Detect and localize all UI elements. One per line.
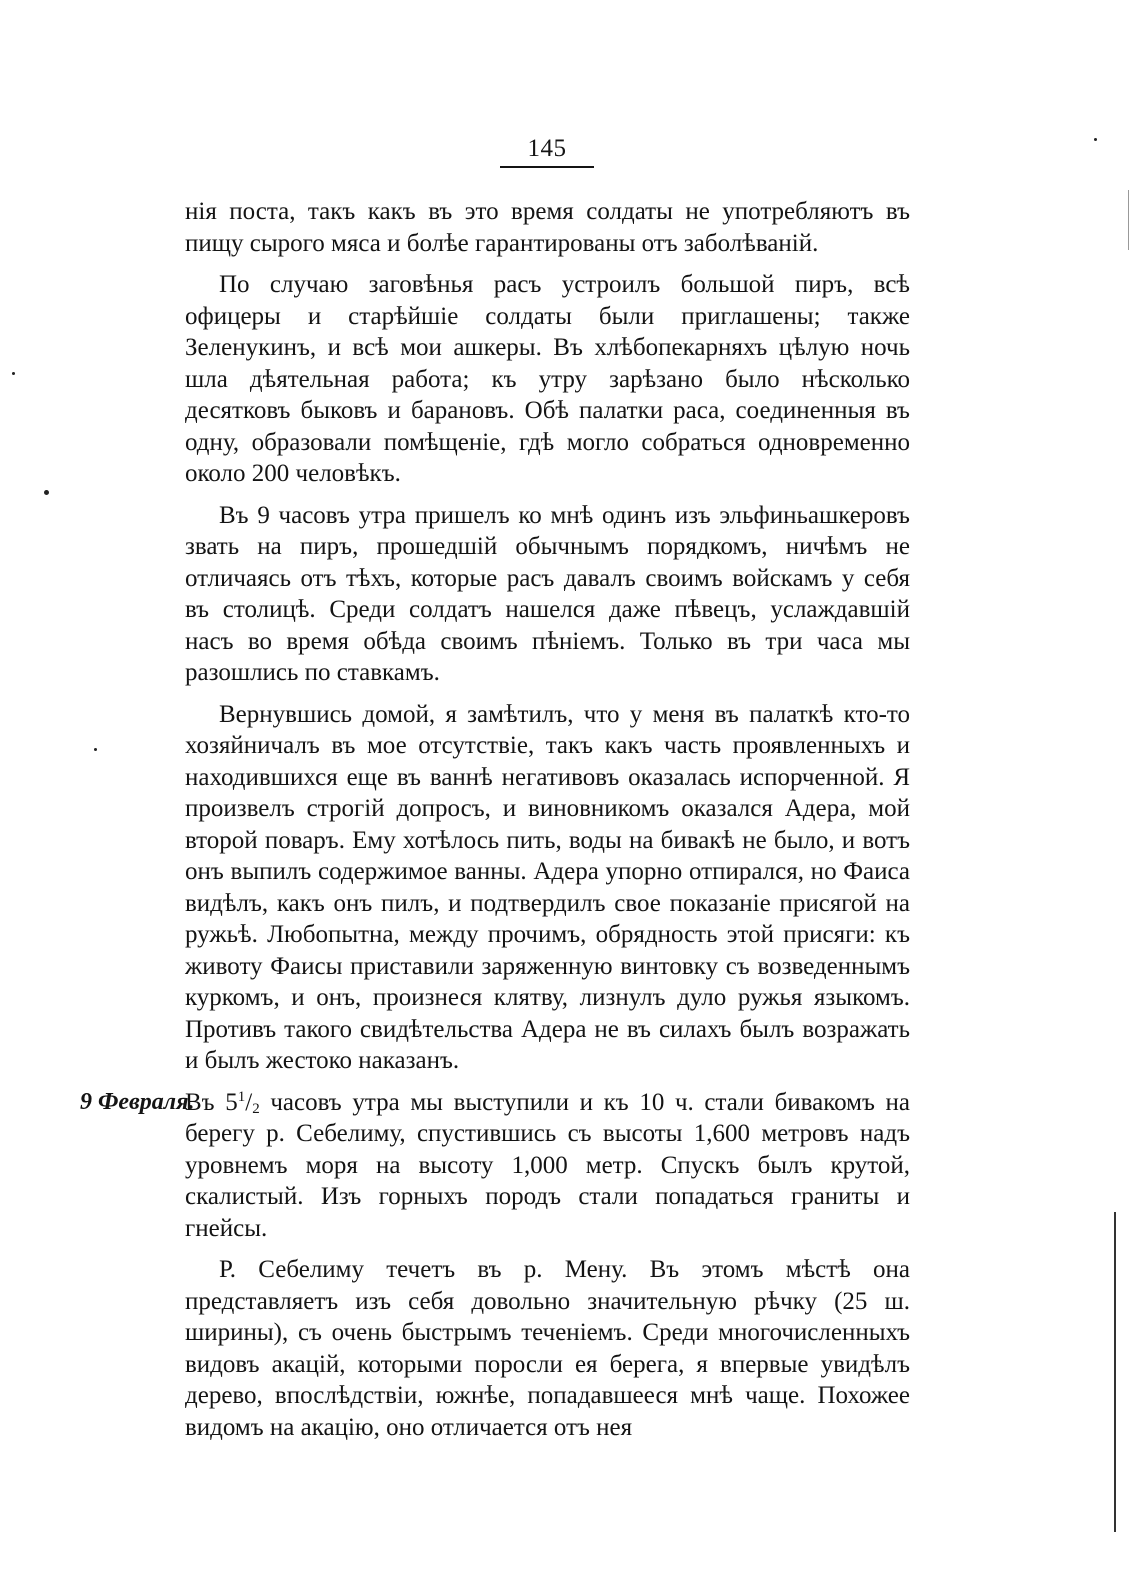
paragraph-invitation: Въ 9 часовъ утра пришелъ ко мнѣ одинъ изъ эльфиньашкеровъ звать на пиръ, прошедшій обычнымъ порядкомъ, ничѣмъ не отличаясь отъ тѣхъ, которые расъ давалъ своимъ войскамъ у себя въ столицѣ. Среди солдатъ нашелся даже пѣвецъ, услаждавшій насъ во время обѣда своимъ пѣніемъ. Только въ три часа мы разошлись по ставкамъ. <box>185 501 910 686</box>
paragraph-continuation: нія поста, такъ какъ въ это время солдаты не употребляютъ въ пищу сырого мяса и болѣе гарантированы отъ заболѣваній. <box>185 198 910 257</box>
fraction-half: $^1/_2$ <box>237 1088 260 1117</box>
scan-speck <box>44 490 49 495</box>
paragraph-feast: По случаю заговѣнья расъ устроилъ большой пиръ, всѣ офицеры и старѣйшіе солдаты были приглашены; также Зеленукинъ, и всѣ мои ашкеры. Въ хлѣбопекарняхъ цѣлую ночь шла дѣятельная работа; къ утру зарѣзано было нѣсколько десятковъ быковъ и барановъ. Обѣ палатки раса, соединенныя въ одну, образовали помѣщеніе, гдѣ могло собраться одновременно около 200 человѣкъ. <box>185 271 910 487</box>
entry-text-rest: часовъ утра мы выступили и къ 10 ч. стали бивакомъ на берегу р. Себелиму, спустившись съ высоты 1,600 метровъ надъ уровнемъ моря на высоту 1,000 метр. Спускъ былъ крутой, скалистый. Изъ горныхъ породъ стали попадаться граниты и гнейсы. <box>185 1088 910 1242</box>
dated-entry <box>80 1087 910 1245</box>
text-column <box>80 196 910 1453</box>
paragraph-march <box>185 1087 910 1245</box>
scan-edge-line <box>1128 190 1129 250</box>
fraction-numerator: 1 <box>237 1088 246 1105</box>
page-number-rule <box>500 166 594 168</box>
scan-speck <box>1094 138 1097 141</box>
scan-speck <box>12 372 15 375</box>
margin-date: 9 Февраля. <box>80 1088 195 1115</box>
paragraph-adera: Вернувшись домой, я замѣтилъ, что у меня въ палаткѣ кто-то хозяйничалъ въ мое отсутствіе, такъ какъ часть проявленныхъ и находившихся еще въ ваннѣ негативовъ оказалась испорченной. Я произвелъ строгій допросъ, и виновникомъ оказался Адера, мой второй поваръ. Ему хотѣлось пить, воды на бивакѣ не было, и вотъ онъ выпилъ содержимое ванны. Адера упорно отпирался, но Фаиса видѣлъ, какъ онъ пилъ, и подтвердилъ свое показаніе присягой на ружьѣ. Любопытна, между прочимъ, обрядность этой присяги: къ животу Фаисы приставили заряженную винтовку съ возведеннымъ куркомъ, и онъ, произнеся клятву, лизнулъ дуло ружья языкомъ. Противъ такого свидѣтельства Адера не въ силахъ былъ возражать и былъ жестоко наказанъ. <box>185 700 910 1074</box>
scan-edge-line <box>1114 1212 1116 1532</box>
page-number: 145 <box>527 135 567 162</box>
fraction-denominator: 2 <box>252 1100 260 1117</box>
paragraph-river: Р. Себелиму течетъ въ р. Мену. Въ этомъ мѣстѣ она представляетъ изъ себя довольно значительную рѣчку (25 ш. ширины), съ очень быстрымъ теченіемъ. Среди многочисленныхъ видовъ акацій, которыми поросли ея берега, я впервые увидѣлъ дерево, впослѣдствіи, южнѣе, попадавшееся мнѣ чаще. Похожее видомъ на акацію, оно отличается отъ нея <box>185 1256 910 1441</box>
entry-text-start: Въ 5 <box>185 1088 238 1116</box>
scan-speck <box>94 748 97 751</box>
